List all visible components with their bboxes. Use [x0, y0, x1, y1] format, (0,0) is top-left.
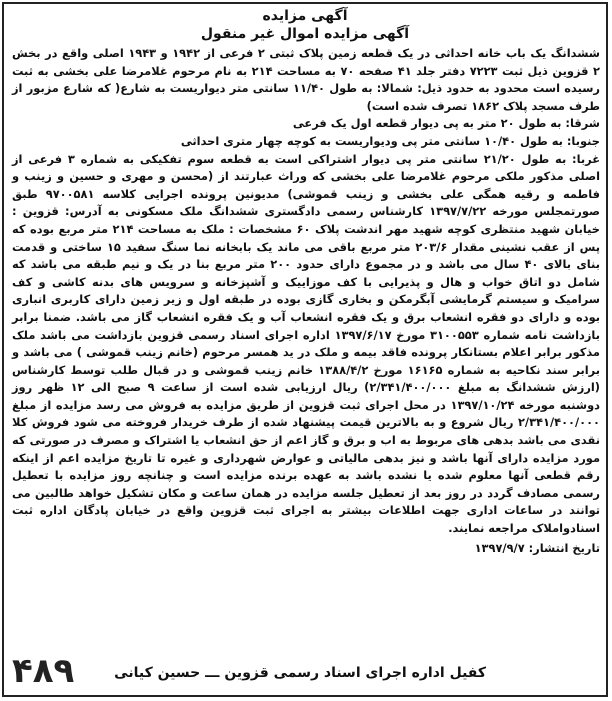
- notice-paragraph-3: جنوبا: به طول ۱۰/۴۰ سانتی متر پی ودیواریست به کوچه چهار متری احداثی: [180, 133, 600, 148]
- notice-paragraph-1: ششدانگ یک باب خانه احداثی در یک قطعه زمین پلاک ثبتی ۲ فرعی از ۱۹۴۲ و ۱۹۴۳ اصلی واقع در بخش ۲ قزوین ذیل ثبت ۷۲۲۳ دفتر جلد ۴۱ صفحه ۷۰ به مساحت ۲۱۴ به نام مرحوم غلامرضا علی بخشی به ثبت رسیده است محدود به حدود ذیل: شمالا: به طول ۱۱/۴۰ سانتی متر دیواریست به شارع( که شارع مزبور از طرف مسجد پلاک ۱۸۶۲ تصرف شده است): [12, 46, 600, 113]
- notice-body: [4, 45, 606, 538]
- auction-notice: [2, 2, 608, 697]
- handwritten-number-stamp: ۴۸۹: [12, 651, 75, 691]
- notice-subtitle: آگهی مزایده اموال غیر منقول: [200, 26, 410, 42]
- notice-paragraph-2: شرقا: به طول ۲۰ متر به پی دیوار قطعه اول یک فرعی: [292, 116, 600, 131]
- publish-date: تاریخ انتشار: ۱۳۹۷/۹/۷: [474, 540, 600, 555]
- notice-title: آگهی مزایده: [262, 8, 348, 24]
- notice-paragraph-4: غربا: به طول ۲۱/۲۰ سانتی متر پی دیوار اشتراکی است به قطعه سوم تفکیکی به شماره ۳ فرعی از اصلی مذکور ملکی مرحوم غلامرضا علی بخشی که وراث عبارتند از (محسن و مهری و حسین و زینب و فاطمه و رقیه همگی علی بخشی و زینب قموشی) مدیونین پرونده اجرایی کلاسه ۹۷۰۰۵۸۱ طبق صورتمجلس مورخه ۱۳۹۷/۷/۲۲ کارشناس رسمی دادگستری ششدانگ ملک مسکونی به آدرس: قزوین : خیابان شهید منتظری کوچه شهید مهر اندشت پلاک ۶۰ مشخصات : ملک به مساحت ۲۱۴ متر مربع بوده که پس از عقب نشینی مقدار ۲۰۳/۶ متر مربع باقی می ماند یک بابخانه نما سنگ سفید ۱۵ ساختی و قدمت بنای بالای ۴۰ سال می باشد و در مجموع دارای حدود ۲۰۰ متر مربع بنا در یک و نیم طبقه می باشد که شامل دو اتاق خواب و هال و پذیرایی با کف موزاییک و آشپزخانه و سرویس های بدنه کاشی و کف سرامیک و سیستم گرمایشی آبگرمکن و بخاری گازی بوده در طبقه اول و زیر زمین دارای کاربری انباری بوده و دارای دو فقره انشعاب برق و یک فقره انشعاب آب و یک فقره انشعاب گاز می باشد. ضمنا برابر بازداشت نامه شماره ۳۱۰۰۵۵۳ مورخ ۱۳۹۷/۶/۱۷ اداره اجرای اسناد رسمی قزوین بازداشت می باشد ملک مذکور برابر اعلام بستانکار پرونده فاقد بیمه و ملک در ید همسر مرحوم (خانم زینب قموشی ) می باشد و برابر سند نکاحیه به شماره ۱۶۱۶۵ مورخ ۱۳۸۸/۴/۲ خانم زینب قموشی و در قبال طلب توسط کارشناس (ارزش ششدانگ به مبلغ ۲/۳۴۱/۴۰۰/۰۰۰) ریال ارزیابی شده است از ساعت ۹ صبح الی ۱۲ ظهر روز دوشنبه مورخه ۱۳۹۷/۱۰/۲۴ در محل اجرای ثبت قزوین از طریق مزایده به فروش می رسد مزایده از مبلغ ۲/۳۴۱/۴۰۰/۰۰۰ ریال شروع و به بالاترین قیمت پیشنهاد شده از طرف خریدار فروخته می شود فروش کلا نقدی می باشد بدهی های مربوط به اب و برق و گاز اعم از حق انشعاب یا اشتراک و مصرف در صورتی که مورد مزایده دارای آنها باشد و نیز بدهی مالیاتی و عوارض شهرداری و غیره تا تاریخ مزایده اعم از اینکه رقم قطعی آنها معلوم شده یا نشده باشد به عهده برنده مزایده است و چنانچه روز مزایده با تعطیل رسمی مصادف گردد در روز بعد از تعطیل جلسه مزایده در همان ساعت و مکان تشکیل خواهد طالبین می توانند در ساعات اداری جهت اطلاعات بیشتر به اجرای ثبت قزوین واقع در خیابان پادگان اداره ثبت اسنادواملاک مراجعه نمایند.: [12, 151, 600, 536]
- signature-line: کفیل اداره اجرای اسناد رسمی قزوین ـــ حسین کیانی: [114, 665, 486, 681]
